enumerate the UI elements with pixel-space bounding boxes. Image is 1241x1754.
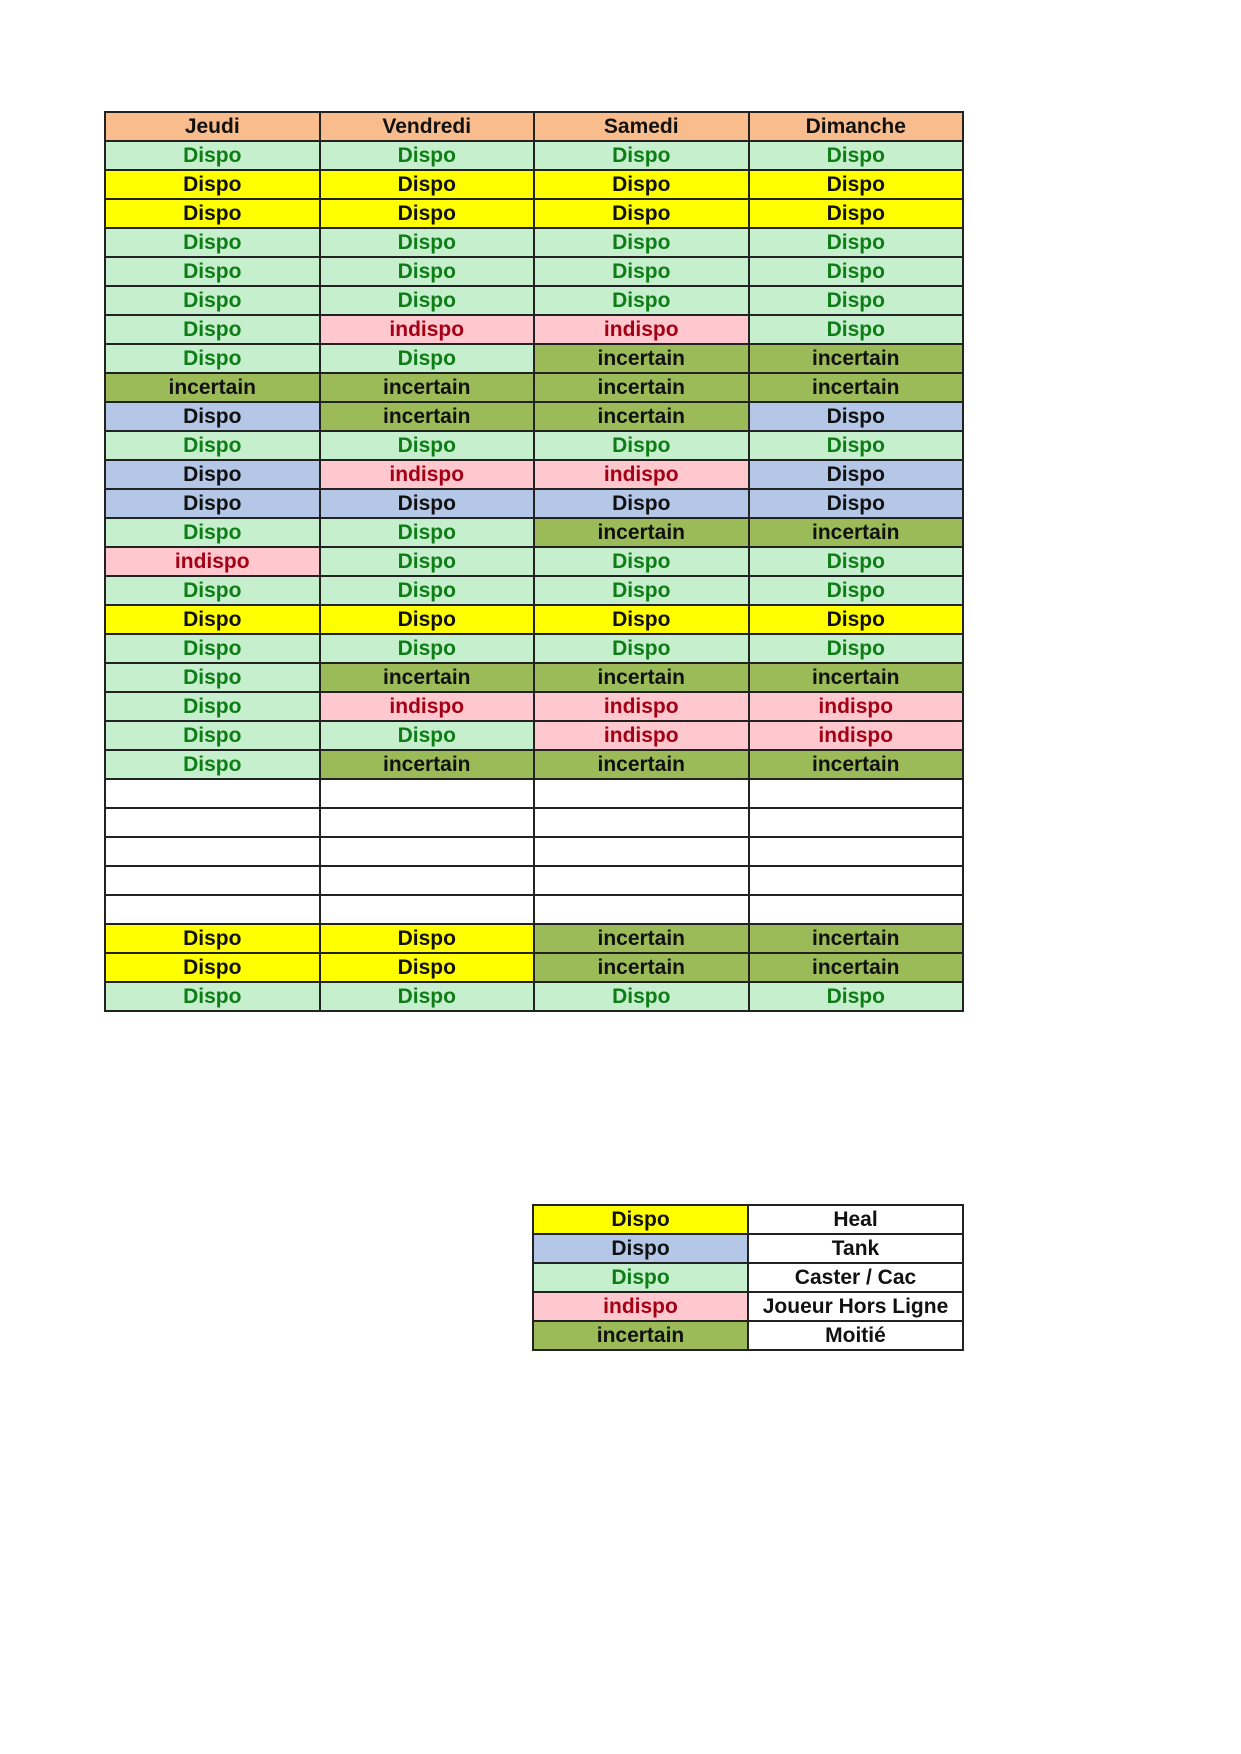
availability-cell[interactable]: Dispo [534, 431, 749, 460]
table-row [105, 692, 963, 721]
legend-status: incertain [533, 1321, 748, 1350]
availability-cell[interactable]: incertain [749, 663, 964, 692]
availability-cell[interactable]: Dispo [749, 576, 964, 605]
availability-cell[interactable]: Dispo [105, 431, 320, 460]
legend-meaning: Tank [748, 1234, 963, 1263]
availability-cell[interactable]: Dispo [534, 576, 749, 605]
availability-cell[interactable]: Dispo [320, 953, 535, 982]
availability-cell[interactable]: Dispo [749, 199, 964, 228]
availability-cell[interactable]: Dispo [105, 286, 320, 315]
availability-cell[interactable]: Dispo [320, 518, 535, 547]
availability-cell[interactable]: Dispo [320, 286, 535, 315]
availability-cell[interactable] [105, 866, 320, 895]
availability-cell[interactable]: Dispo [534, 982, 749, 1011]
availability-cell[interactable]: incertain [534, 373, 749, 402]
availability-cell[interactable]: indispo [534, 721, 749, 750]
availability-cell[interactable] [749, 895, 964, 924]
availability-cell[interactable]: Dispo [320, 228, 535, 257]
availability-table [104, 111, 964, 1012]
availability-cell[interactable]: Dispo [105, 460, 320, 489]
availability-cell[interactable] [749, 837, 964, 866]
availability-cell[interactable] [105, 808, 320, 837]
table-row [105, 721, 963, 750]
availability-cell[interactable] [320, 866, 535, 895]
availability-cell[interactable]: incertain [749, 518, 964, 547]
availability-cell[interactable]: Dispo [105, 576, 320, 605]
availability-cell[interactable]: Dispo [320, 489, 535, 518]
availability-cell[interactable]: Dispo [105, 692, 320, 721]
availability-cell[interactable] [320, 837, 535, 866]
availability-cell[interactable]: incertain [749, 924, 964, 953]
availability-cell[interactable]: Dispo [534, 257, 749, 286]
availability-cell[interactable]: Dispo [320, 924, 535, 953]
availability-cell[interactable]: Dispo [534, 605, 749, 634]
availability-cell[interactable]: Dispo [105, 663, 320, 692]
availability-cell[interactable]: Dispo [320, 431, 535, 460]
availability-cell[interactable]: Dispo [534, 286, 749, 315]
availability-cell[interactable]: Dispo [320, 170, 535, 199]
header-dimanche: Dimanche [749, 112, 964, 141]
availability-cell[interactable]: incertain [534, 518, 749, 547]
availability-cell[interactable]: incertain [320, 663, 535, 692]
availability-cell[interactable]: Dispo [534, 489, 749, 518]
availability-cell[interactable] [534, 837, 749, 866]
availability-cell[interactable] [749, 808, 964, 837]
availability-cell[interactable]: Dispo [534, 170, 749, 199]
legend-meaning: Moitié [748, 1321, 963, 1350]
availability-cell[interactable]: incertain [749, 750, 964, 779]
availability-cell[interactable]: incertain [749, 344, 964, 373]
availability-cell[interactable]: indispo [534, 692, 749, 721]
availability-cell[interactable]: Dispo [105, 141, 320, 170]
table-row [105, 199, 963, 228]
availability-cell[interactable] [320, 808, 535, 837]
availability-cell[interactable]: incertain [320, 402, 535, 431]
availability-cell[interactable]: Dispo [105, 953, 320, 982]
availability-cell[interactable]: indispo [320, 460, 535, 489]
availability-cell[interactable]: Dispo [749, 605, 964, 634]
table-row [105, 982, 963, 1011]
table-row [105, 634, 963, 663]
legend-status: Dispo [533, 1234, 748, 1263]
legend-meaning: Caster / Cac [748, 1263, 963, 1292]
table-row [105, 489, 963, 518]
availability-cell[interactable] [105, 779, 320, 808]
table-row [105, 663, 963, 692]
legend-row [533, 1205, 963, 1234]
table-row [105, 315, 963, 344]
legend-status: Dispo [533, 1205, 748, 1234]
table-row [105, 605, 963, 634]
availability-cell[interactable] [534, 895, 749, 924]
table-row [105, 460, 963, 489]
availability-cell[interactable]: Dispo [534, 141, 749, 170]
header-row [105, 112, 963, 141]
availability-cell[interactable]: Dispo [749, 286, 964, 315]
legend-row [533, 1321, 963, 1350]
availability-cell[interactable] [749, 866, 964, 895]
availability-cell[interactable]: Dispo [749, 170, 964, 199]
legend-row [533, 1234, 963, 1263]
availability-cell[interactable]: Dispo [105, 924, 320, 953]
availability-cell[interactable]: Dispo [749, 547, 964, 576]
availability-cell[interactable]: Dispo [105, 170, 320, 199]
availability-cell[interactable]: incertain [320, 750, 535, 779]
availability-cell[interactable]: incertain [749, 953, 964, 982]
availability-cell[interactable]: Dispo [749, 257, 964, 286]
availability-cell[interactable]: Dispo [534, 634, 749, 663]
availability-cell[interactable] [320, 779, 535, 808]
availability-cell[interactable]: indispo [749, 721, 964, 750]
availability-cell[interactable]: Dispo [105, 402, 320, 431]
availability-cell[interactable]: incertain [534, 750, 749, 779]
legend-rows [533, 1205, 963, 1350]
availability-cell[interactable] [534, 779, 749, 808]
availability-cell[interactable]: incertain [105, 373, 320, 402]
availability-cell[interactable]: Dispo [320, 721, 535, 750]
availability-cell[interactable]: Dispo [105, 228, 320, 257]
availability-cell[interactable]: incertain [534, 953, 749, 982]
availability-cell[interactable]: Dispo [105, 982, 320, 1011]
table-row [105, 518, 963, 547]
availability-cell[interactable]: Dispo [105, 750, 320, 779]
availability-cell[interactable]: Dispo [749, 982, 964, 1011]
availability-cell[interactable]: Dispo [749, 460, 964, 489]
availability-cell[interactable]: incertain [749, 373, 964, 402]
availability-cell[interactable]: Dispo [749, 315, 964, 344]
table-row [105, 808, 963, 837]
availability-cell[interactable] [749, 779, 964, 808]
legend-table [532, 1204, 964, 1351]
legend-status: indispo [533, 1292, 748, 1321]
availability-cell[interactable]: indispo [534, 460, 749, 489]
availability-cell[interactable]: incertain [534, 344, 749, 373]
availability-cell[interactable]: Dispo [534, 199, 749, 228]
availability-cell[interactable]: Dispo [320, 634, 535, 663]
table-row [105, 750, 963, 779]
table-row [105, 431, 963, 460]
table-row [105, 866, 963, 895]
availability-rows [105, 141, 963, 1011]
table-row [105, 373, 963, 402]
availability-cell[interactable]: Dispo [105, 489, 320, 518]
table-row [105, 257, 963, 286]
availability-cell[interactable]: Dispo [534, 228, 749, 257]
availability-cell[interactable]: Dispo [320, 257, 535, 286]
availability-cell[interactable]: Dispo [749, 141, 964, 170]
availability-cell[interactable]: Dispo [320, 141, 535, 170]
availability-cell[interactable]: Dispo [105, 518, 320, 547]
availability-cell[interactable] [320, 895, 535, 924]
availability-cell[interactable]: indispo [534, 315, 749, 344]
availability-cell[interactable]: indispo [320, 315, 535, 344]
header-jeudi: Jeudi [105, 112, 320, 141]
legend-meaning: Joueur Hors Ligne [748, 1292, 963, 1321]
availability-cell[interactable]: incertain [534, 663, 749, 692]
legend-meaning: Heal [748, 1205, 963, 1234]
availability-cell[interactable]: Dispo [320, 199, 535, 228]
availability-cell[interactable]: incertain [534, 402, 749, 431]
availability-cell[interactable]: Dispo [105, 344, 320, 373]
table-row [105, 141, 963, 170]
availability-cell[interactable]: Dispo [105, 721, 320, 750]
availability-cell[interactable] [105, 837, 320, 866]
availability-cell[interactable]: Dispo [749, 431, 964, 460]
header-samedi: Samedi [534, 112, 749, 141]
legend-status: Dispo [533, 1263, 748, 1292]
availability-cell[interactable]: Dispo [749, 489, 964, 518]
availability-cell[interactable]: Dispo [320, 982, 535, 1011]
table-row [105, 953, 963, 982]
legend-row [533, 1292, 963, 1321]
table-row [105, 344, 963, 373]
table-row [105, 286, 963, 315]
header-vendredi: Vendredi [320, 112, 535, 141]
availability-cell[interactable]: Dispo [105, 605, 320, 634]
table-row [105, 170, 963, 199]
availability-cell[interactable]: indispo [320, 692, 535, 721]
availability-cell[interactable]: Dispo [534, 547, 749, 576]
availability-cell[interactable]: Dispo [320, 547, 535, 576]
availability-cell[interactable]: Dispo [749, 402, 964, 431]
availability-cell[interactable]: Dispo [320, 344, 535, 373]
table-row [105, 402, 963, 431]
table-row [105, 837, 963, 866]
availability-cell[interactable]: Dispo [320, 605, 535, 634]
availability-cell[interactable]: incertain [320, 373, 535, 402]
table-row [105, 547, 963, 576]
availability-cell[interactable] [534, 866, 749, 895]
availability-cell[interactable]: Dispo [749, 228, 964, 257]
availability-cell[interactable]: Dispo [320, 576, 535, 605]
availability-cell[interactable] [534, 808, 749, 837]
table-row [105, 228, 963, 257]
availability-cell[interactable]: Dispo [105, 199, 320, 228]
legend-row [533, 1263, 963, 1292]
availability-cell[interactable]: incertain [534, 924, 749, 953]
availability-cell[interactable]: indispo [105, 547, 320, 576]
table-row [105, 576, 963, 605]
table-row [105, 779, 963, 808]
availability-cell[interactable]: Dispo [749, 634, 964, 663]
availability-cell[interactable]: indispo [749, 692, 964, 721]
availability-cell[interactable] [105, 895, 320, 924]
table-row [105, 895, 963, 924]
availability-cell[interactable]: Dispo [105, 315, 320, 344]
availability-cell[interactable]: Dispo [105, 634, 320, 663]
table-row [105, 924, 963, 953]
availability-cell[interactable]: Dispo [105, 257, 320, 286]
